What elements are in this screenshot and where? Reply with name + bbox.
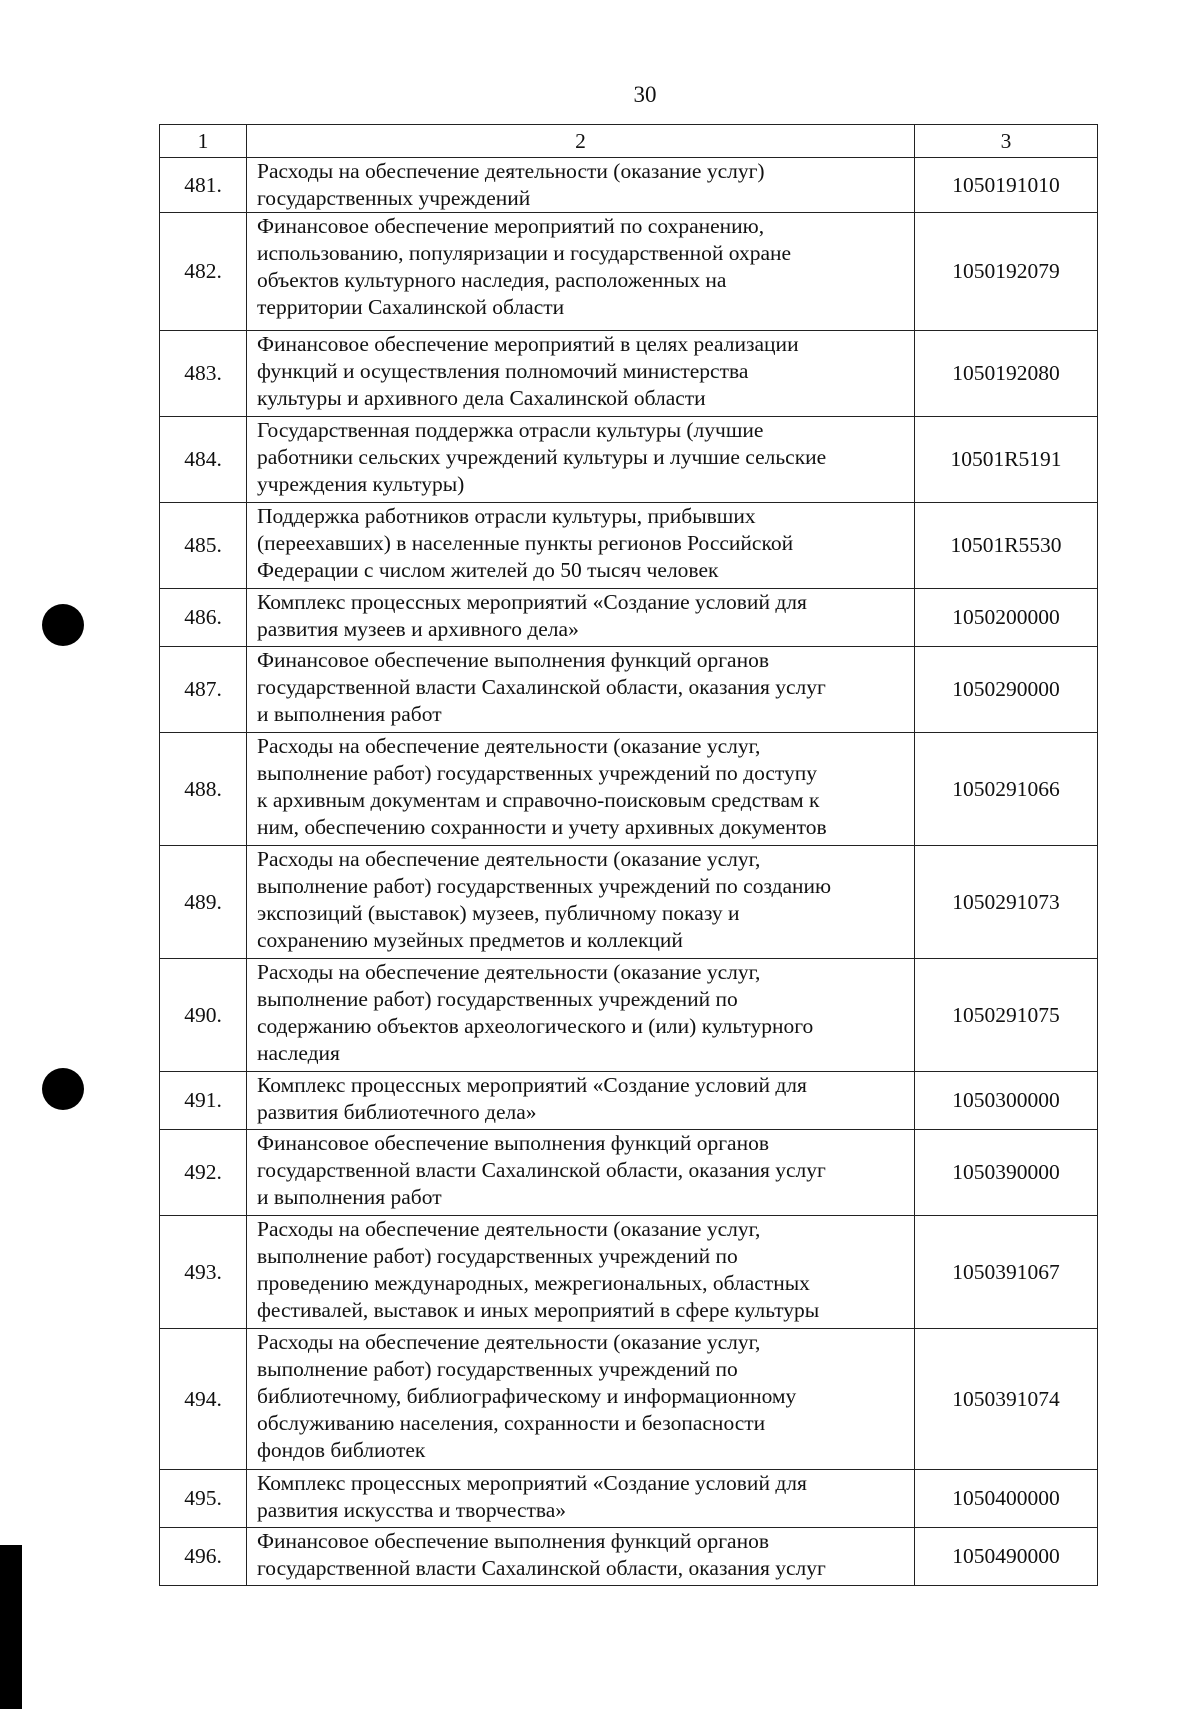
row-code: 1050291075: [915, 959, 1098, 1072]
description-line: фондов библиотек: [257, 1438, 426, 1462]
description-line: государственной власти Сахалинской области, оказания услуг: [257, 1556, 826, 1580]
description-line: выполнение работ) государственных учреждений по: [257, 1244, 738, 1268]
table-row: [160, 1216, 1098, 1329]
description-line: Расходы на обеспечение деятельности (оказание услуг,: [257, 960, 761, 984]
row-code: 1050391074: [915, 1329, 1098, 1470]
description-line: Комплекс процессных мероприятий «Создание условий для: [257, 590, 807, 614]
table-row: [160, 589, 1098, 647]
row-number: 485.: [160, 503, 247, 589]
description-line: выполнение работ) государственных учреждений по: [257, 987, 738, 1011]
row-number: 492.: [160, 1130, 247, 1216]
row-number: 489.: [160, 846, 247, 959]
description-line: и выполнения работ: [257, 1185, 442, 1209]
row-number: 491.: [160, 1072, 247, 1130]
description-line: работники сельских учреждений культуры и лучшие сельские: [257, 445, 827, 469]
row-description: [247, 589, 915, 647]
description-line: наследия: [257, 1041, 340, 1065]
description-line: выполнение работ) государственных учреждений по: [257, 1357, 738, 1381]
description-line: Финансовое обеспечение мероприятий в целях реализации: [257, 332, 799, 356]
description-line: использованию, популяризации и государственной охране: [257, 241, 792, 265]
description-line: государственных учреждений: [257, 186, 531, 210]
row-description: [247, 1072, 915, 1130]
description-line: Расходы на обеспечение деятельности (оказание услуг,: [257, 734, 761, 758]
description-line: развития библиотечного дела»: [257, 1100, 537, 1124]
row-description: [247, 503, 915, 589]
row-number: 483.: [160, 331, 247, 417]
description-line: развития музеев и архивного дела»: [257, 617, 579, 641]
row-code: 1050192079: [915, 213, 1098, 331]
description-line: ним, обеспечению сохранности и учету архивных документов: [257, 815, 827, 839]
row-code: 1050291066: [915, 733, 1098, 846]
description-line: культуры и архивного дела Сахалинской области: [257, 386, 706, 410]
row-code: 1050290000: [915, 647, 1098, 733]
table-header-row: [160, 125, 1098, 158]
table-row: [160, 1130, 1098, 1216]
row-description: [247, 647, 915, 733]
row-number: 486.: [160, 589, 247, 647]
table-row: [160, 733, 1098, 846]
row-description: [247, 733, 915, 846]
row-description: [247, 1528, 915, 1586]
description-line: территории Сахалинской области: [257, 295, 565, 319]
column-header: 1: [160, 125, 247, 158]
description-line: Федерации с числом жителей до 50 тысяч человек: [257, 558, 719, 582]
description-line: развития искусства и творчества»: [257, 1498, 567, 1522]
table-row: [160, 959, 1098, 1072]
row-description: [247, 213, 915, 331]
description-line: Комплекс процессных мероприятий «Создание условий для: [257, 1073, 807, 1097]
table-row: [160, 1470, 1098, 1528]
table-row: [160, 1072, 1098, 1130]
description-line: содержанию объектов археологического и (или) культурного: [257, 1014, 814, 1038]
description-line: государственной власти Сахалинской области, оказания услуг: [257, 1158, 826, 1182]
description-line: выполнение работ) государственных учреждений по доступу: [257, 761, 818, 785]
description-line: Государственная поддержка отрасли культуры (лучшие: [257, 418, 764, 442]
description-line: учреждения культуры): [257, 472, 465, 496]
table-row: [160, 213, 1098, 331]
description-line: обслуживанию населения, сохранности и безопасности: [257, 1411, 766, 1435]
row-code: 1050400000: [915, 1470, 1098, 1528]
table-row: [160, 158, 1098, 213]
row-description: [247, 331, 915, 417]
row-code: 1050192080: [915, 331, 1098, 417]
row-number: 482.: [160, 213, 247, 331]
row-description: [247, 1130, 915, 1216]
description-line: объектов культурного наследия, расположенных на: [257, 268, 727, 292]
table-row: [160, 331, 1098, 417]
row-code: 1050391067: [915, 1216, 1098, 1329]
description-line: функций и осуществления полномочий министерства: [257, 359, 749, 383]
description-line: (переехавших) в населенные пункты регионов Российской: [257, 531, 794, 555]
row-description: [247, 1470, 915, 1528]
row-description: [247, 959, 915, 1072]
row-number: 494.: [160, 1329, 247, 1470]
description-line: Расходы на обеспечение деятельности (оказание услуг,: [257, 1217, 761, 1241]
row-description: [247, 1329, 915, 1470]
row-description: [247, 846, 915, 959]
description-line: выполнение работ) государственных учреждений по созданию: [257, 874, 832, 898]
description-line: государственной власти Сахалинской области, оказания услуг: [257, 675, 826, 699]
punch-hole: [42, 1068, 84, 1110]
row-description: [247, 1216, 915, 1329]
row-number: 481.: [160, 158, 247, 213]
description-line: фестивалей, выставок и иных мероприятий в сфере культуры: [257, 1298, 820, 1322]
row-number: 488.: [160, 733, 247, 846]
row-description: [247, 417, 915, 503]
table-row: [160, 846, 1098, 959]
description-line: Финансовое обеспечение мероприятий по сохранению,: [257, 214, 765, 238]
table-row: [160, 417, 1098, 503]
row-code: 1050490000: [915, 1528, 1098, 1586]
description-line: сохранению музейных предметов и коллекций: [257, 928, 683, 952]
description-line: Финансовое обеспечение выполнения функций органов: [257, 1131, 769, 1155]
description-line: Комплекс процессных мероприятий «Создание условий для: [257, 1471, 807, 1495]
row-number: 484.: [160, 417, 247, 503]
punch-hole: [42, 604, 84, 646]
row-number: 487.: [160, 647, 247, 733]
column-header: 2: [247, 125, 915, 158]
codes-table: [159, 124, 1098, 1586]
scan-edge-mark: [0, 1545, 22, 1709]
description-line: библиотечному, библиографическому и информационному: [257, 1384, 797, 1408]
description-line: Расходы на обеспечение деятельности (оказание услуг,: [257, 847, 761, 871]
row-code: 1050390000: [915, 1130, 1098, 1216]
column-header: 3: [915, 125, 1098, 158]
table-row: [160, 647, 1098, 733]
row-number: 496.: [160, 1528, 247, 1586]
row-code: 1050200000: [915, 589, 1098, 647]
row-number: 495.: [160, 1470, 247, 1528]
description-line: Расходы на обеспечение деятельности (оказание услуг): [257, 159, 765, 183]
table-row: [160, 1528, 1098, 1586]
row-code: 10501R5191: [915, 417, 1098, 503]
row-number: 493.: [160, 1216, 247, 1329]
table-row: [160, 503, 1098, 589]
description-line: Финансовое обеспечение выполнения функций органов: [257, 648, 769, 672]
description-line: Расходы на обеспечение деятельности (оказание услуг,: [257, 1330, 761, 1354]
description-line: Поддержка работников отрасли культуры, прибывших: [257, 504, 756, 528]
row-number: 490.: [160, 959, 247, 1072]
row-description: [247, 158, 915, 213]
description-line: экспозиций (выставок) музеев, публичному показу и: [257, 901, 740, 925]
row-code: 1050300000: [915, 1072, 1098, 1130]
description-line: к архивным документам и справочно-поисковым средствам к: [257, 788, 820, 812]
description-line: Финансовое обеспечение выполнения функций органов: [257, 1529, 769, 1553]
table-row: [160, 1329, 1098, 1470]
row-code: 1050291073: [915, 846, 1098, 959]
description-line: проведению международных, межрегиональных, областных: [257, 1271, 810, 1295]
page-number: 30: [633, 82, 657, 107]
row-code: 10501R5530: [915, 503, 1098, 589]
description-line: и выполнения работ: [257, 702, 442, 726]
row-code: 1050191010: [915, 158, 1098, 213]
